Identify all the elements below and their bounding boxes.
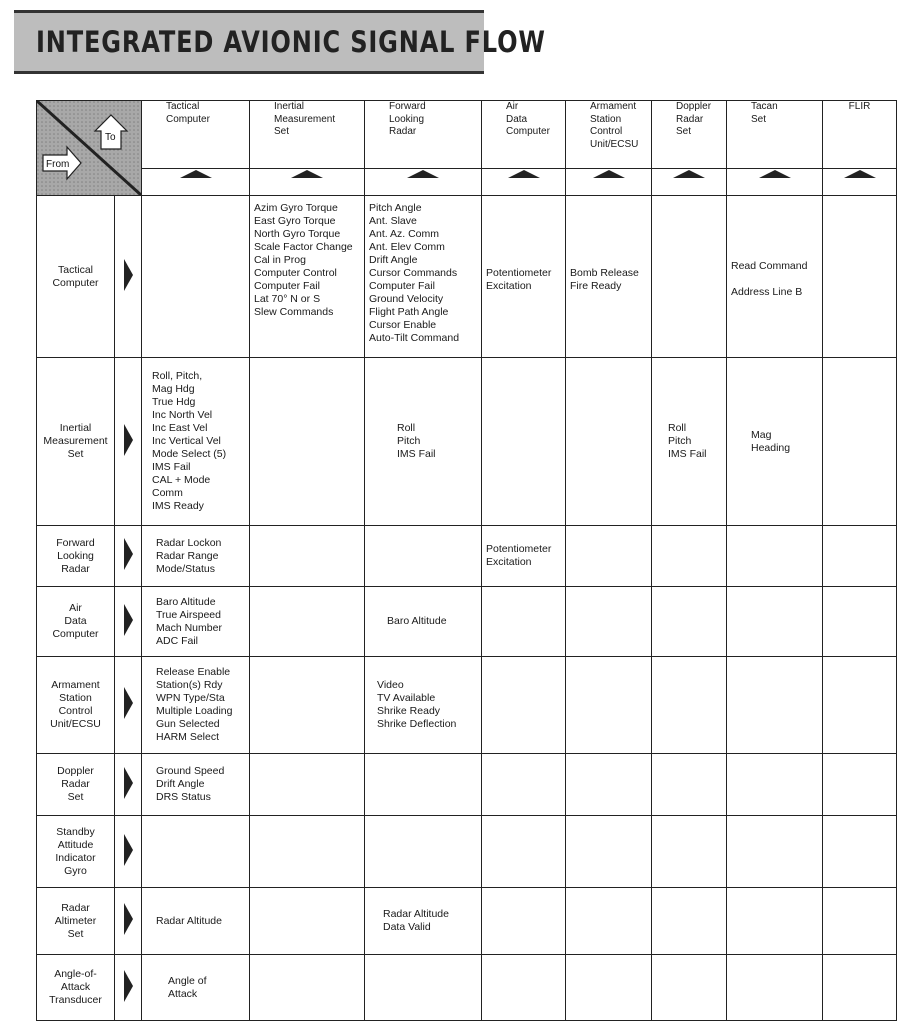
column-header-label: Air Data Computer	[506, 101, 550, 137]
signal-text	[482, 657, 565, 663]
signal-cell	[482, 955, 566, 1021]
row-label: Armament Station Control Unit/ECSU	[37, 657, 115, 754]
table-row	[37, 816, 897, 888]
table-row	[37, 754, 897, 816]
signal-flow-table	[36, 100, 897, 1021]
column-arrow-cell	[142, 169, 250, 196]
signal-cell	[652, 754, 727, 816]
signal-cell	[482, 526, 566, 587]
signal-cell	[365, 526, 482, 587]
signal-cell	[250, 358, 365, 526]
title-banner	[14, 10, 546, 74]
signal-text	[482, 816, 565, 822]
signal-cell	[482, 888, 566, 955]
signal-cell	[566, 526, 652, 587]
row-label: Forward Looking Radar	[37, 526, 115, 587]
signal-text	[652, 888, 726, 894]
signal-text	[250, 657, 364, 663]
signal-text	[365, 816, 481, 822]
signal-text	[250, 754, 364, 760]
signal-cell	[250, 816, 365, 888]
signal-text: Pitch Angle Ant. Slave Ant. Az. Comm Ant. Elev Comm Drift Angle Cursor Commands Computer Fail Ground Velocity Flight Path Angle Cursor Enable Auto-Tilt Command	[369, 202, 460, 344]
signal-text	[365, 754, 481, 760]
right-triangle-icon	[124, 687, 133, 719]
column-arrow-cell	[566, 169, 652, 196]
signal-cell	[652, 816, 727, 888]
signal-text	[142, 196, 249, 202]
column-header	[727, 101, 823, 169]
signal-text	[823, 358, 896, 364]
row-label: Inertial Measurement Set	[37, 358, 115, 526]
right-triangle-icon	[124, 604, 133, 636]
signal-cell	[365, 587, 482, 657]
from-label: From	[46, 159, 70, 170]
signal-text	[823, 754, 896, 760]
right-triangle-icon	[124, 834, 133, 866]
signal-text: Video TV Available Shrike Ready Shrike Deflection	[377, 679, 457, 730]
signal-text	[566, 888, 651, 894]
row-label: Air Data Computer	[37, 587, 115, 657]
signal-cell	[652, 888, 727, 955]
column-header-label: Inertial Measurement Set	[274, 101, 336, 137]
signal-cell	[566, 955, 652, 1021]
signal-cell	[652, 526, 727, 587]
row-pointer-cell	[115, 196, 142, 358]
signal-text	[652, 526, 726, 532]
signal-cell	[250, 955, 365, 1021]
signal-cell	[250, 196, 365, 358]
row-pointer-cell	[115, 657, 142, 754]
signal-cell	[823, 358, 897, 526]
row-label: Radar Altimeter Set	[37, 888, 115, 955]
signal-text	[652, 754, 726, 760]
signal-cell	[142, 587, 250, 657]
signal-cell	[566, 816, 652, 888]
column-arrow-cell	[727, 169, 823, 196]
column-arrow-cell	[482, 169, 566, 196]
right-triangle-icon	[124, 767, 133, 799]
signal-cell	[823, 888, 897, 955]
column-header-label: Tacan Set	[751, 101, 778, 125]
signal-text: Roll Pitch IMS Fail	[397, 422, 436, 460]
signal-text	[652, 955, 726, 961]
signal-text	[652, 816, 726, 822]
signal-text	[250, 587, 364, 593]
right-triangle-icon	[124, 538, 133, 570]
signal-cell	[482, 587, 566, 657]
signal-text	[566, 526, 651, 532]
signal-text	[823, 526, 896, 532]
signal-text: Roll Pitch IMS Fail	[668, 422, 707, 460]
signal-cell	[142, 358, 250, 526]
signal-text	[823, 657, 896, 663]
signal-cell	[142, 657, 250, 754]
signal-cell	[250, 657, 365, 754]
row-pointer-cell	[115, 955, 142, 1021]
signal-cell	[482, 754, 566, 816]
signal-text	[727, 657, 822, 663]
signal-text	[823, 955, 896, 961]
signal-text	[482, 587, 565, 593]
table-row	[37, 955, 897, 1021]
signal-cell	[365, 816, 482, 888]
signal-text: Ground Speed Drift Angle DRS Status	[156, 765, 225, 803]
right-triangle-icon	[124, 259, 133, 291]
signal-text	[727, 816, 822, 822]
signal-text	[250, 526, 364, 532]
signal-text	[823, 816, 896, 822]
table-row	[37, 526, 897, 587]
signal-cell	[250, 754, 365, 816]
up-triangle-icon	[291, 170, 323, 178]
signal-cell	[482, 358, 566, 526]
signal-text: Roll, Pitch, Mag Hdg True Hdg Inc North Vel Inc East Vel Inc Vertical Vel Mode Select (5) IMS Fail CAL + Mode Comm IMS Ready	[152, 370, 227, 512]
signal-text: Release Enable Station(s) Rdy WPN Type/Sta Multiple Loading Gun Selected HARM Select	[156, 666, 233, 743]
signal-cell	[482, 816, 566, 888]
signal-text	[566, 955, 651, 961]
signal-cell	[365, 955, 482, 1021]
signal-cell	[365, 657, 482, 754]
signal-text	[566, 754, 651, 760]
row-label: Doppler Radar Set	[37, 754, 115, 816]
up-triangle-icon	[673, 170, 705, 178]
signal-text	[482, 888, 565, 894]
signal-cell	[823, 587, 897, 657]
signal-cell	[727, 196, 823, 358]
signal-text	[727, 526, 822, 532]
signal-text	[566, 657, 651, 663]
signal-text: Angle of Attack	[168, 974, 207, 1000]
column-header	[566, 101, 652, 169]
row-pointer-cell	[115, 526, 142, 587]
signal-cell	[652, 358, 727, 526]
column-header	[652, 101, 727, 169]
signal-cell	[652, 657, 727, 754]
table-row	[37, 657, 897, 754]
to-label: To	[105, 132, 116, 143]
signal-cell	[727, 358, 823, 526]
signal-cell	[823, 754, 897, 816]
signal-text	[482, 955, 565, 961]
row-pointer-cell	[115, 358, 142, 526]
signal-cell	[142, 526, 250, 587]
signal-text	[142, 816, 249, 822]
signal-text: Baro Altitude True Airspeed Mach Number ADC Fail	[156, 595, 222, 647]
signal-text	[250, 816, 364, 822]
row-label: Tactical Computer	[37, 196, 115, 358]
column-arrow-cell	[652, 169, 727, 196]
from-to-corner	[37, 101, 142, 196]
signal-text: Potentiometer Excitation	[486, 543, 552, 568]
up-triangle-icon	[508, 170, 540, 178]
signal-cell	[142, 888, 250, 955]
signal-cell	[727, 888, 823, 955]
column-header-label: Tactical Computer	[166, 101, 210, 125]
signal-text: Radar Lockon Radar Range Mode/Status	[156, 536, 222, 575]
signal-text	[365, 526, 481, 532]
signal-text: Mag Heading	[751, 428, 791, 454]
signal-text	[823, 888, 896, 894]
column-header-label: FLIR	[848, 101, 871, 112]
signal-text	[652, 587, 726, 593]
signal-cell	[365, 358, 482, 526]
right-triangle-icon	[124, 970, 133, 1002]
column-arrow-cell	[250, 169, 365, 196]
signal-text: Read Command Address Line B	[731, 260, 808, 298]
signal-cell	[727, 955, 823, 1021]
signal-cell	[482, 196, 566, 358]
column-header	[823, 101, 897, 169]
signal-cell	[727, 657, 823, 754]
row-label: Angle-of- Attack Transducer	[37, 955, 115, 1021]
signal-text	[727, 587, 822, 593]
signal-cell	[142, 754, 250, 816]
signal-text	[652, 657, 726, 663]
signal-text	[482, 754, 565, 760]
signal-text	[727, 888, 822, 894]
signal-cell	[727, 526, 823, 587]
signal-cell	[823, 816, 897, 888]
right-triangle-icon	[124, 903, 133, 935]
signal-cell	[250, 587, 365, 657]
column-arrow-cell	[823, 169, 897, 196]
signal-cell	[652, 955, 727, 1021]
signal-cell	[566, 888, 652, 955]
up-triangle-icon	[759, 170, 791, 178]
signal-cell	[250, 888, 365, 955]
signal-text: Radar Altitude	[156, 914, 222, 927]
signal-text	[482, 358, 565, 364]
signal-text: Bomb Release Fire Ready	[570, 266, 639, 292]
signal-text	[727, 955, 822, 961]
signal-text: Azim Gyro Torque East Gyro Torque North Gyro Torque Scale Factor Change Cal in Prog Computer Control Computer Fail Lat 70° N or S Slew Commands	[254, 202, 353, 318]
signal-cell	[652, 587, 727, 657]
signal-text: Baro Altitude	[387, 615, 447, 627]
signal-cell	[482, 657, 566, 754]
from-to-corner-graphic	[37, 101, 141, 195]
up-triangle-icon	[407, 170, 439, 178]
column-header	[142, 101, 250, 169]
signal-cell	[652, 196, 727, 358]
signal-text	[566, 816, 651, 822]
table-row	[37, 358, 897, 526]
signal-cell	[566, 196, 652, 358]
signal-cell	[727, 816, 823, 888]
signal-cell	[142, 196, 250, 358]
up-triangle-icon	[844, 170, 876, 178]
signal-cell	[142, 955, 250, 1021]
signal-text	[566, 587, 651, 593]
signal-text: Radar Altitude Data Valid	[383, 908, 449, 933]
column-arrow-cell	[365, 169, 482, 196]
row-pointer-cell	[115, 816, 142, 888]
signal-cell	[823, 955, 897, 1021]
signal-cell	[566, 587, 652, 657]
signal-text	[652, 196, 726, 202]
up-triangle-icon	[180, 170, 212, 178]
signal-cell	[365, 888, 482, 955]
page-title: INTEGRATED AVIONIC SIGNAL FLOW	[36, 25, 546, 59]
table-row	[37, 587, 897, 657]
signal-cell	[727, 754, 823, 816]
column-header	[482, 101, 566, 169]
signal-cell	[823, 657, 897, 754]
signal-cell	[823, 526, 897, 587]
signal-cell	[365, 196, 482, 358]
signal-cell	[566, 657, 652, 754]
table-row	[37, 888, 897, 955]
column-header-label: Forward Looking Radar	[389, 101, 426, 137]
signal-text	[365, 955, 481, 961]
column-header-label: Doppler Radar Set	[676, 101, 712, 137]
signal-text	[250, 955, 364, 961]
signal-cell	[727, 587, 823, 657]
signal-cell	[250, 526, 365, 587]
up-triangle-icon	[593, 170, 625, 178]
signal-text	[250, 358, 364, 364]
row-label: Standby Attitude Indicator Gyro	[37, 816, 115, 888]
signal-cell	[365, 754, 482, 816]
column-header-label: Armament Station Control Unit/ECSU	[590, 101, 639, 150]
signal-text	[727, 754, 822, 760]
signal-cell	[142, 816, 250, 888]
signal-text	[250, 888, 364, 894]
signal-text	[823, 587, 896, 593]
row-pointer-cell	[115, 888, 142, 955]
right-triangle-icon	[124, 424, 133, 456]
signal-text	[823, 196, 896, 202]
signal-cell	[823, 196, 897, 358]
signal-cell	[566, 358, 652, 526]
row-pointer-cell	[115, 754, 142, 816]
table-row	[37, 196, 897, 358]
column-header	[365, 101, 482, 169]
signal-text	[566, 358, 651, 364]
signal-cell	[566, 754, 652, 816]
column-header	[250, 101, 365, 169]
row-pointer-cell	[115, 587, 142, 657]
signal-text: Potentiometer Excitation	[486, 266, 552, 292]
